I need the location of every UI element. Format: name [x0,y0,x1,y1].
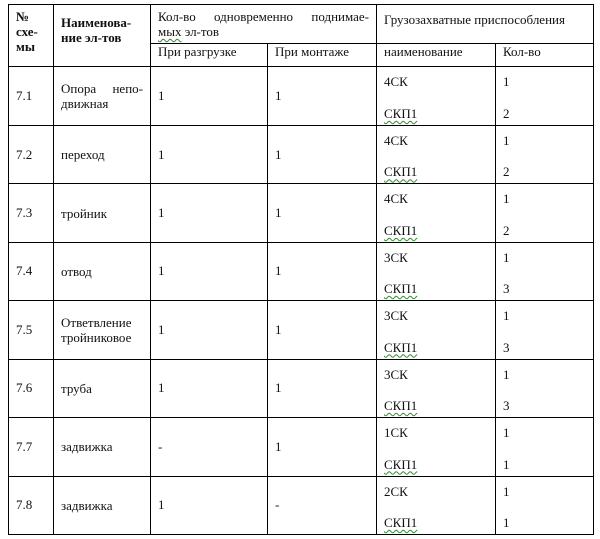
unload-qty-cell: 1 [151,476,268,534]
header-qty-line2 [158,24,369,39]
element-name-cell [54,359,151,417]
element-name-line: Опора непо- [61,81,143,97]
rigging-count-stack [503,184,586,241]
rigging-name-item [384,106,488,121]
rigging-name-item [384,457,488,472]
rigging-count-stack [503,243,586,300]
element-name-cell [54,242,151,300]
element-name-cell [54,418,151,476]
element-name-line: отвод [61,263,92,279]
element-name-line: задвижка [61,439,113,455]
rigging-count-item: 2 [503,105,510,121]
rigging-name-item [384,515,488,530]
rigging-name-text: СКП1 [384,164,418,180]
table-row [9,301,594,359]
rigging-count-stack [503,418,586,475]
scheme-number-cell: 7.3 [9,184,54,242]
rigging-table [8,4,594,535]
table-row [9,125,594,183]
rigging-count-item: 1 [503,483,510,499]
mount-qty-cell: 1 [268,184,377,242]
header-scheme-number-line1: № [16,9,30,24]
element-name-line: тройниковое [61,329,132,345]
rigging-name-item [384,74,488,89]
rigging-name-text: СКП1 [384,281,418,297]
subheader-rigging-name: наименование [377,44,496,67]
rigging-name-cell [377,301,496,359]
mount-qty-cell: 1 [268,359,377,417]
element-name-cell [54,67,151,125]
rigging-name-stack [384,67,488,124]
rigging-name-cell [377,125,496,183]
rigging-name-item [384,191,488,206]
mount-qty-cell: 1 [268,242,377,300]
element-name-cell [54,125,151,183]
rigging-name-stack [384,184,488,241]
rigging-name-text: СКП1 [384,456,418,472]
table-row [9,67,594,125]
rigging-count-stack [503,360,586,417]
scheme-number-cell: 7.2 [9,125,54,183]
rigging-count-item: 1 [503,515,510,530]
mount-qty-cell: 1 [268,418,377,476]
rigging-name-cell [377,476,496,534]
rigging-count-stack [503,67,586,124]
rigging-count-item: 3 [503,281,510,297]
scheme-number-cell: 7.4 [9,242,54,300]
unload-qty-cell: 1 [151,301,268,359]
header-scheme-number [9,5,54,67]
rigging-name-stack [384,126,488,183]
element-name-line: Ответвление [61,314,132,330]
rigging-name-text: 3СК [384,249,408,265]
rigging-count-item: 1 [503,425,510,441]
unload-qty-cell: 1 [151,184,268,242]
rigging-count-item: 1 [503,74,510,90]
unload-qty-cell: 1 [151,359,268,417]
rigging-name-cell [377,184,496,242]
unload-qty-cell: 1 [151,242,268,300]
rigging-name-stack [384,301,488,358]
subheader-unload: При разгрузке [151,44,268,67]
rigging-name-text: СКП1 [384,398,418,414]
rigging-name-text: 3СК [384,308,408,324]
rigging-count-item: 1 [503,249,510,265]
rigging-name-item [384,133,488,148]
rigging-count-cell [496,184,594,242]
header-qty-word-elements: эл-тов [181,24,220,39]
rigging-name-text: 2СК [384,483,408,499]
header-element-name-line2: ние эл-тов [61,30,122,45]
element-name-line: тройник [61,205,108,221]
rigging-name-item [384,281,488,296]
header-row [9,5,594,44]
mount-qty-cell: - [268,476,377,534]
rigging-count-cell [496,67,594,125]
rigging-name-cell [377,242,496,300]
rigging-name-item [384,340,488,355]
scheme-number-cell: 7.1 [9,67,54,125]
rigging-count-cell [496,301,594,359]
table-row [9,242,594,300]
rigging-name-item [384,425,488,440]
rigging-name-text: 3СК [384,366,408,382]
table-row [9,184,594,242]
rigging-name-item [384,484,488,499]
rigging-name-cell [377,418,496,476]
header-qty-line1: Кол-во одновременно поднимае- [158,9,370,24]
subheader-mount: При монтаже [268,44,377,67]
table-row [9,418,594,476]
header-simultaneous-qty [151,5,377,44]
rigging-count-item: 1 [503,191,510,207]
rigging-name-cell [377,67,496,125]
element-name-cell [54,301,151,359]
rigging-count-item: 3 [503,398,510,414]
rigging-name-text: 4СК [384,191,408,207]
table-body [9,5,594,535]
rigging-name-stack [384,477,488,534]
rigging-name-text: 1СК [384,425,408,441]
rigging-name-item [384,367,488,382]
rigging-count-item: 1 [503,132,510,148]
rigging-count-cell [496,476,594,534]
rigging-count-item: 2 [503,164,510,180]
header-qty-word-mykh: мых [158,24,182,39]
table-row [9,359,594,417]
element-name-line: движная [61,96,109,112]
mount-qty-cell: 1 [268,125,377,183]
rigging-count-stack [503,126,586,183]
header-element-name-line1: Наименова- [61,15,132,30]
rigging-name-text: СКП1 [384,222,418,238]
rigging-count-stack [503,301,586,358]
header-rigging: Грузозахватные приспособления [377,5,594,44]
unload-qty-cell: 1 [151,67,268,125]
rigging-count-cell [496,242,594,300]
rigging-count-item: 2 [503,222,510,238]
rigging-name-item [384,164,488,179]
rigging-count-stack [503,477,586,534]
scheme-number-cell: 7.5 [9,301,54,359]
unload-qty-cell: 1 [151,125,268,183]
rigging-name-item [384,223,488,238]
rigging-name-text: 4СК [384,74,408,90]
header-element-name [54,5,151,67]
rigging-name-item [384,308,488,323]
rigging-count-item: 3 [503,339,510,355]
element-name-line: задвижка [61,497,113,513]
rigging-count-item: 1 [503,366,510,382]
rigging-count-cell [496,125,594,183]
header-scheme-number-line2: схе- [16,24,38,39]
rigging-name-item [384,250,488,265]
rigging-name-text: СКП1 [384,105,418,121]
rigging-name-stack [384,418,488,475]
rigging-count-cell [496,418,594,476]
rigging-count-item: 1 [503,456,510,472]
mount-qty-cell: 1 [268,301,377,359]
rigging-name-text: СКП1 [384,339,418,355]
rigging-count-item: 1 [503,308,510,324]
mount-qty-cell: 1 [268,67,377,125]
subheader-rigging-count: Кол-во [496,44,594,67]
rigging-name-cell [377,359,496,417]
rigging-name-item [384,398,488,413]
element-name-line: переход [61,147,105,163]
scheme-number-cell: 7.7 [9,418,54,476]
rigging-name-stack [384,243,488,300]
rigging-name-text: СКП1 [384,515,418,530]
element-name-cell [54,184,151,242]
unload-qty-cell: - [151,418,268,476]
element-name-cell [54,476,151,534]
scheme-number-cell: 7.6 [9,359,54,417]
header-scheme-number-line3: мы [16,39,36,54]
rigging-name-stack [384,360,488,417]
rigging-name-text: 4СК [384,132,408,148]
scheme-number-cell: 7.8 [9,476,54,534]
element-name-line: труба [61,380,92,396]
rigging-count-cell [496,359,594,417]
table-row [9,476,594,534]
